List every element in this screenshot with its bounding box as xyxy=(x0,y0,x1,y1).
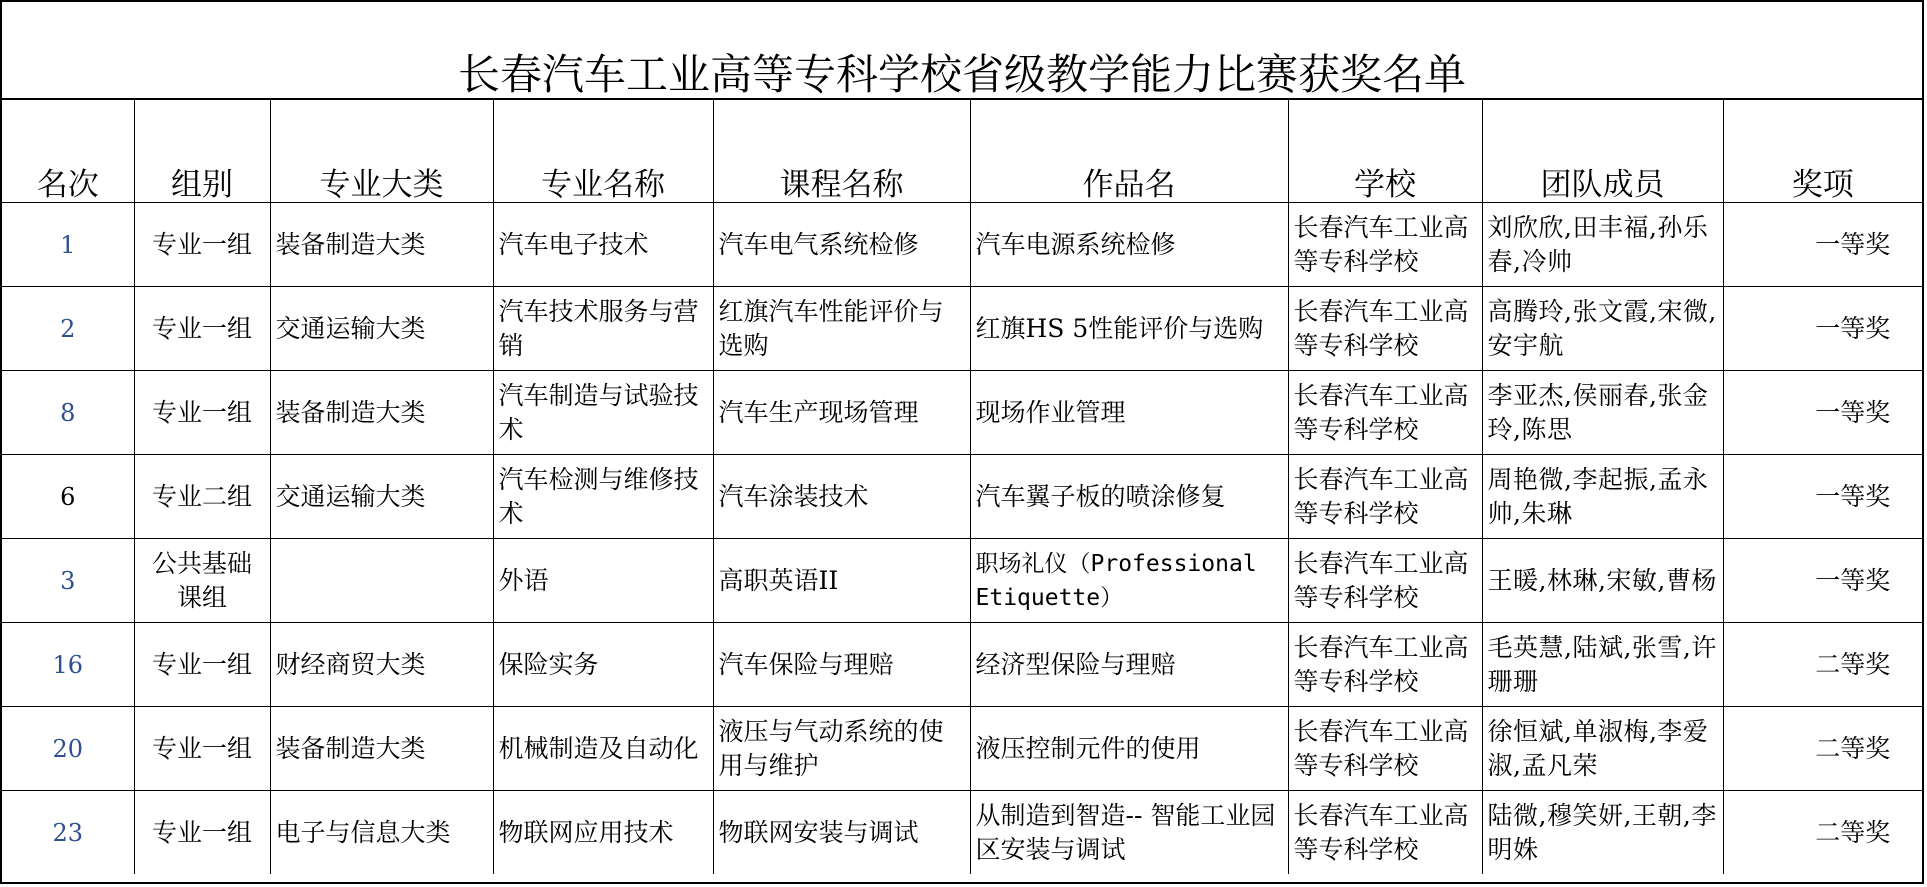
header-category: 专业大类 xyxy=(270,100,493,203)
school-cell: 长春汽车工业高等专科学校 xyxy=(1288,371,1482,455)
work-cell: 职场礼仪（Professional Etiquette） xyxy=(970,539,1288,623)
group-cell: 专业一组 xyxy=(134,203,270,287)
course-cell: 汽车保险与理赔 xyxy=(713,623,970,707)
school-cell: 长春汽车工业高等专科学校 xyxy=(1288,791,1482,875)
work-cell: 经济型保险与理赔 xyxy=(970,623,1288,707)
major-cell: 物联网应用技术 xyxy=(493,791,713,875)
award-cell: 一等奖 xyxy=(1723,203,1922,287)
school-cell: 长春汽车工业高等专科学校 xyxy=(1288,539,1482,623)
work-cell: 红旗HS 5性能评价与选购 xyxy=(970,287,1288,371)
rank-cell: 8 xyxy=(2,371,134,455)
rank-cell: 23 xyxy=(2,791,134,875)
rank-cell: 1 xyxy=(2,203,134,287)
table-row xyxy=(2,371,1922,455)
work-cell: 液压控制元件的使用 xyxy=(970,707,1288,791)
category-cell: 装备制造大类 xyxy=(270,371,493,455)
school-cell: 长春汽车工业高等专科学校 xyxy=(1288,287,1482,371)
team-cell: 徐恒斌,单淑梅,李爱淑,孟凡荣 xyxy=(1482,707,1723,791)
header-group: 组别 xyxy=(134,100,270,203)
major-cell: 汽车技术服务与营销 xyxy=(493,287,713,371)
course-cell: 液压与气动系统的使用与维护 xyxy=(713,707,970,791)
work-cell: 现场作业管理 xyxy=(970,371,1288,455)
category-cell: 电子与信息大类 xyxy=(270,791,493,875)
table-row xyxy=(2,791,1922,875)
course-cell: 红旗汽车性能评价与选购 xyxy=(713,287,970,371)
major-cell: 保险实务 xyxy=(493,623,713,707)
table-row xyxy=(2,539,1922,623)
award-cell: 二等奖 xyxy=(1723,623,1922,707)
course-cell: 高职英语II xyxy=(713,539,970,623)
major-cell: 汽车制造与试验技术 xyxy=(493,371,713,455)
school-cell: 长春汽车工业高等专科学校 xyxy=(1288,707,1482,791)
group-cell: 专业一组 xyxy=(134,371,270,455)
table-row xyxy=(2,623,1922,707)
team-cell: 高腾玲,张文霞,宋微,安宇航 xyxy=(1482,287,1723,371)
sheet-title: 长春汽车工业高等专科学校省级教学能力比赛获奖名单 xyxy=(2,2,1922,100)
major-cell: 外语 xyxy=(493,539,713,623)
table-row xyxy=(2,287,1922,371)
table-row xyxy=(2,455,1922,539)
team-cell: 周艳微,李起振,孟永帅,朱琳 xyxy=(1482,455,1723,539)
header-course: 课程名称 xyxy=(713,100,970,203)
table-row xyxy=(2,203,1922,287)
award-table xyxy=(2,100,1922,874)
work-cell: 从制造到智造-- 智能工业园区安装与调试 xyxy=(970,791,1288,875)
header-work: 作品名 xyxy=(970,100,1288,203)
group-cell: 公共基础课组 xyxy=(134,539,270,623)
team-cell: 王暖,林琳,宋敏,曹杨 xyxy=(1482,539,1723,623)
rank-cell: 16 xyxy=(2,623,134,707)
group-cell: 专业二组 xyxy=(134,455,270,539)
award-cell: 一等奖 xyxy=(1723,455,1922,539)
school-cell: 长春汽车工业高等专科学校 xyxy=(1288,623,1482,707)
team-cell: 陆微,穆笑妍,王朝,李明姝 xyxy=(1482,791,1723,875)
rank-cell: 20 xyxy=(2,707,134,791)
group-cell: 专业一组 xyxy=(134,623,270,707)
team-cell: 李亚杰,侯丽春,张金玲,陈思 xyxy=(1482,371,1723,455)
header-rank: 名次 xyxy=(2,100,134,203)
award-cell: 二等奖 xyxy=(1723,707,1922,791)
rank-cell: 6 xyxy=(2,455,134,539)
header-row xyxy=(2,100,1922,203)
header-team: 团队成员 xyxy=(1482,100,1723,203)
group-cell: 专业一组 xyxy=(134,707,270,791)
award-cell: 一等奖 xyxy=(1723,539,1922,623)
category-cell: 财经商贸大类 xyxy=(270,623,493,707)
course-cell: 汽车电气系统检修 xyxy=(713,203,970,287)
category-cell: 装备制造大类 xyxy=(270,707,493,791)
school-cell: 长春汽车工业高等专科学校 xyxy=(1288,203,1482,287)
major-cell: 机械制造及自动化 xyxy=(493,707,713,791)
group-cell: 专业一组 xyxy=(134,287,270,371)
award-cell: 一等奖 xyxy=(1723,287,1922,371)
course-cell: 汽车涂装技术 xyxy=(713,455,970,539)
header-major: 专业名称 xyxy=(493,100,713,203)
major-cell: 汽车电子技术 xyxy=(493,203,713,287)
award-cell: 二等奖 xyxy=(1723,791,1922,875)
school-cell: 长春汽车工业高等专科学校 xyxy=(1288,455,1482,539)
team-cell: 刘欣欣,田丰福,孙乐春,冷帅 xyxy=(1482,203,1723,287)
major-cell: 汽车检测与维修技术 xyxy=(493,455,713,539)
header-award: 奖项 xyxy=(1723,100,1922,203)
team-cell: 毛英慧,陆斌,张雪,许珊珊 xyxy=(1482,623,1723,707)
category-cell: 装备制造大类 xyxy=(270,203,493,287)
rank-cell: 2 xyxy=(2,287,134,371)
work-cell: 汽车翼子板的喷涂修复 xyxy=(970,455,1288,539)
group-cell: 专业一组 xyxy=(134,791,270,875)
table-row xyxy=(2,707,1922,791)
header-school: 学校 xyxy=(1288,100,1482,203)
category-cell xyxy=(270,539,493,623)
course-cell: 汽车生产现场管理 xyxy=(713,371,970,455)
category-cell: 交通运输大类 xyxy=(270,455,493,539)
category-cell: 交通运输大类 xyxy=(270,287,493,371)
rank-cell: 3 xyxy=(2,539,134,623)
work-cell: 汽车电源系统检修 xyxy=(970,203,1288,287)
course-cell: 物联网安装与调试 xyxy=(713,791,970,875)
award-cell: 一等奖 xyxy=(1723,371,1922,455)
